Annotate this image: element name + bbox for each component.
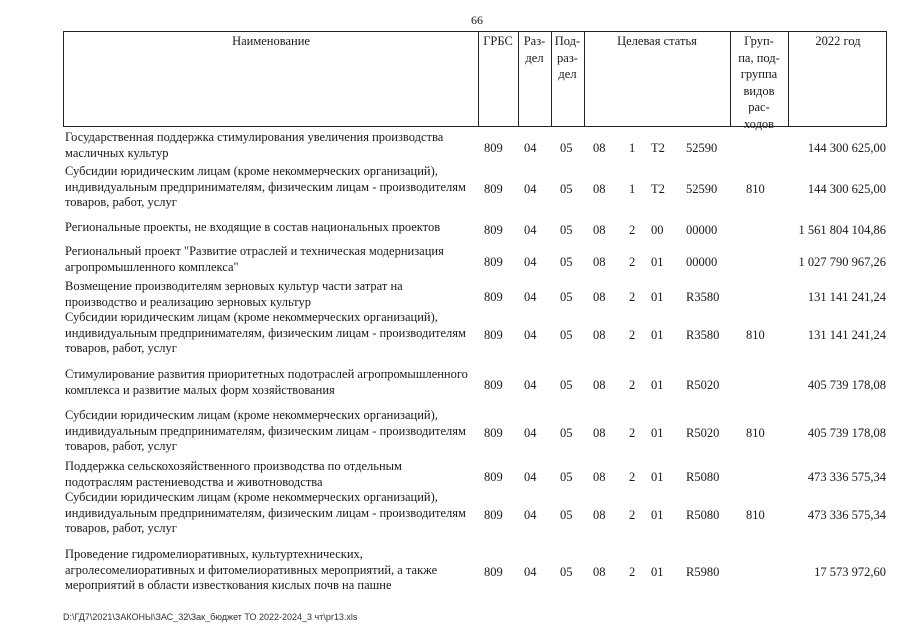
table-row (63, 547, 887, 594)
table-row (63, 367, 887, 399)
row-grbs: 809 (484, 565, 503, 579)
row-t3: 01 (651, 290, 664, 304)
row-t1: 08 (593, 182, 606, 196)
row-t1: 08 (593, 470, 606, 484)
row-t3: 01 (651, 565, 664, 579)
row-t2: 2 (629, 255, 636, 269)
table-row (63, 459, 887, 491)
row-t2: 2 (629, 328, 636, 342)
row-grbs: 809 (484, 508, 503, 522)
row-t2: 2 (629, 378, 636, 392)
row-name: Региональный проект "Развитие отраслей и техническая модернизация агропромышленного комплекса" (65, 244, 444, 274)
row-pr: 05 (560, 141, 573, 155)
row-amount: 1 027 790 967,26 (798, 255, 886, 269)
file-path-footer: D:\ГД7\2021\ЗАКОНЫ\ЗАС_32\Зак_бюджет ТО 2022-2024_3 чт\pr13.xls (63, 612, 358, 622)
row-rz: 04 (524, 378, 537, 392)
row-t1: 08 (593, 290, 606, 304)
row-t4: 52590 (686, 182, 718, 196)
row-t4: 00000 (686, 255, 718, 269)
row-grbs: 809 (484, 182, 503, 196)
row-amount: 144 300 625,00 (807, 182, 886, 196)
row-grbs: 809 (484, 290, 503, 304)
table-row (63, 244, 887, 276)
row-name: Субсидии юридическим лицам (кроме некоммерческих организаций), индивидуальным предпринимателям, физическим лицам - производителям товаров, работ, услуг (65, 164, 466, 209)
table-row (63, 164, 887, 211)
row-t4: R5080 (686, 470, 720, 484)
row-pr: 05 (560, 426, 573, 440)
row-pr: 05 (560, 565, 573, 579)
row-name: Субсидии юридическим лицам (кроме некоммерческих организаций), индивидуальным предпринимателям, физическим лицам - производителям товаров, работ, услуг (65, 408, 466, 453)
table-row (63, 279, 887, 311)
row-t3: T2 (651, 141, 665, 155)
row-grbs: 809 (484, 378, 503, 392)
row-grbs: 809 (484, 426, 503, 440)
row-pr: 05 (560, 290, 573, 304)
row-amount: 131 141 241,24 (807, 290, 886, 304)
row-t2: 1 (629, 141, 636, 155)
row-grbs: 809 (484, 328, 503, 342)
table-row (63, 130, 887, 162)
row-amount: 473 336 575,34 (807, 470, 886, 484)
row-t2: 2 (629, 223, 636, 237)
row-t2: 2 (629, 508, 636, 522)
row-t4: R3580 (686, 290, 720, 304)
row-t3: 01 (651, 328, 664, 342)
row-rz: 04 (524, 508, 537, 522)
row-t1: 08 (593, 328, 606, 342)
table-row (63, 408, 887, 455)
row-rz: 04 (524, 470, 537, 484)
row-t3: 01 (651, 426, 664, 440)
row-amount: 405 739 178,08 (807, 378, 886, 392)
row-vr: 810 (746, 508, 765, 522)
row-pr: 05 (560, 328, 573, 342)
row-pr: 05 (560, 378, 573, 392)
row-amount: 144 300 625,00 (807, 141, 886, 155)
row-grbs: 809 (484, 255, 503, 269)
row-rz: 04 (524, 426, 537, 440)
row-rz: 04 (524, 223, 537, 237)
header-razdel: Раз- дел (523, 34, 546, 65)
row-amount: 473 336 575,34 (807, 508, 886, 522)
page-number: 66 (471, 13, 483, 27)
header-name: Наименование (232, 34, 310, 48)
row-rz: 04 (524, 255, 537, 269)
row-t1: 08 (593, 255, 606, 269)
row-pr: 05 (560, 255, 573, 269)
header-target: Целевая статья (617, 34, 697, 48)
row-rz: 04 (524, 565, 537, 579)
row-t1: 08 (593, 426, 606, 440)
row-rz: 04 (524, 328, 537, 342)
row-t2: 2 (629, 565, 636, 579)
row-t4: R5980 (686, 565, 720, 579)
row-name: Субсидии юридическим лицам (кроме некоммерческих организаций), индивидуальным предпринимателям, физическим лицам - производителям товаров, работ, услуг (65, 490, 466, 535)
row-name: Государственная поддержка стимулирования увеличения производства масличных культур (65, 130, 444, 160)
row-t4: 52590 (686, 141, 718, 155)
row-t2: 2 (629, 426, 636, 440)
row-name: Региональные проекты, не входящие в состав национальных проектов (65, 220, 441, 234)
row-amount: 405 739 178,08 (807, 426, 886, 440)
row-t3: 01 (651, 508, 664, 522)
row-vr: 810 (746, 426, 765, 440)
row-t1: 08 (593, 141, 606, 155)
row-grbs: 809 (484, 223, 503, 237)
row-t1: 08 (593, 565, 606, 579)
row-name: Поддержка сельскохозяйственного производства по отдельным подотраслям растениеводства и животноводства (65, 459, 402, 489)
row-t3: T2 (651, 182, 665, 196)
row-grbs: 809 (484, 141, 503, 155)
table-row (63, 220, 887, 236)
row-t4: R5020 (686, 378, 720, 392)
row-rz: 04 (524, 290, 537, 304)
row-t1: 08 (593, 223, 606, 237)
header-podrazdel: Под- раз- дел (554, 34, 581, 81)
row-name: Проведение гидромелиоративных, культуртехнических, агролесомелиоративных и фитомелиоративных мероприятий, а также мероприятий в области известкования кислых почв на пашне (65, 547, 438, 592)
row-pr: 05 (560, 470, 573, 484)
row-amount: 1 561 804 104,86 (798, 223, 886, 237)
row-rz: 04 (524, 141, 537, 155)
table-row (63, 490, 887, 537)
header-group: Груп- па, под- группа видов рас- ходов (738, 34, 780, 131)
row-t4: R3580 (686, 328, 720, 342)
row-t3: 01 (651, 378, 664, 392)
row-pr: 05 (560, 223, 573, 237)
row-vr: 810 (746, 182, 765, 196)
row-vr: 810 (746, 328, 765, 342)
row-t2: 2 (629, 470, 636, 484)
header-grbs: ГРБС (483, 34, 513, 48)
row-name: Стимулирование развития приоритетных подотраслей агропромышленного комплекса и развитие малых форм хозяйствования (65, 367, 468, 397)
row-t1: 08 (593, 508, 606, 522)
row-grbs: 809 (484, 470, 503, 484)
row-t4: R5020 (686, 426, 720, 440)
row-t1: 08 (593, 378, 606, 392)
row-t3: 01 (651, 470, 664, 484)
row-t2: 1 (629, 182, 636, 196)
row-t3: 01 (651, 255, 664, 269)
row-name: Возмещение производителям зерновых культур части затрат на производство и реализацию зерновых культур (65, 279, 403, 309)
table-header (63, 31, 887, 131)
header-year: 2022 год (815, 34, 861, 48)
row-t4: 00000 (686, 223, 718, 237)
table-row (63, 310, 887, 357)
row-t3: 00 (651, 223, 664, 237)
row-t2: 2 (629, 290, 636, 304)
row-amount: 131 141 241,24 (807, 328, 886, 342)
row-pr: 05 (560, 508, 573, 522)
row-amount: 17 573 972,60 (814, 565, 886, 579)
row-name: Субсидии юридическим лицам (кроме некоммерческих организаций), индивидуальным предпринимателям, физическим лицам - производителям товаров, работ, услуг (65, 310, 466, 355)
row-pr: 05 (560, 182, 573, 196)
row-rz: 04 (524, 182, 537, 196)
row-t4: R5080 (686, 508, 720, 522)
